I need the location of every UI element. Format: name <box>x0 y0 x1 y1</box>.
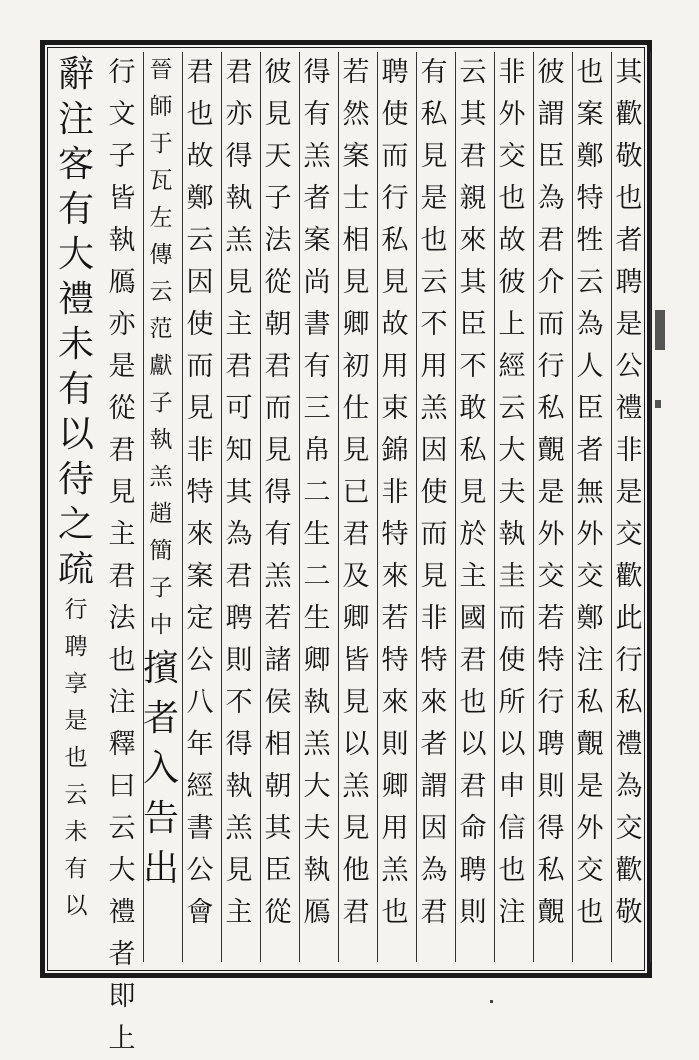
column-text-tail: 注 釋 曰 云 大 禮 者 即 上 <box>108 687 136 1054</box>
column-text: 也 案 鄭 特 牲 云 為 人 臣 者 無 外 交 鄭 注 私 覿 是 外 交 也 <box>576 57 604 928</box>
page-speck <box>490 1000 493 1003</box>
column-text: 晉 師 于 瓦 左 傳 云 范 獻 子 執 羔 趙 簡 子 中 <box>149 57 173 638</box>
text-column-1 <box>611 52 647 962</box>
text-column-7 <box>377 52 413 962</box>
text-column-5 <box>455 52 491 962</box>
text-column-15 <box>54 52 98 962</box>
column-text: 若 然 案 士 相 見 卿 初 仕 見 已 君 及 卿 皆 見 以 羔 見 他 君 <box>342 57 370 928</box>
margin-mark <box>655 400 661 408</box>
text-column-2 <box>572 52 608 962</box>
column-text: 云 其 君 親 來 其 臣 不 敢 私 見 於 主 國 君 也 以 君 命 聘 則 <box>459 57 487 928</box>
text-column-4 <box>494 52 530 962</box>
text-column-6 <box>416 52 452 962</box>
margin-mark <box>655 310 665 350</box>
column-text: 君 也 故 鄭 云 因 使 而 見 非 特 來 案 定 公 八 年 經 書 公 會 <box>186 57 214 928</box>
column-text: 聘 使 而 行 私 見 故 用 束 錦 非 特 來 若 特 來 則 卿 用 羔 也 <box>381 57 409 928</box>
column-text: 得 有 羔 者 案 尚 書 有 三 帛 二 生 二 生 卿 執 羔 大 夫 執 鴈 <box>303 57 331 928</box>
text-column-10 <box>260 52 296 962</box>
text-column-9 <box>299 52 335 962</box>
text-column-3 <box>533 52 569 962</box>
column-text: 君 亦 得 執 羔 見 主 君 可 知 其 為 君 聘 則 不 得 執 羔 見 主 <box>225 57 253 928</box>
column-text-large: 辭 注 客 有 大 禮 未 有 以 待 之 疏 <box>57 54 94 590</box>
text-column-12 <box>182 52 218 962</box>
column-text: 非 外 交 也 故 彼 上 經 云 大 夫 執 圭 而 使 所 以 申 信 也 注 <box>498 57 526 928</box>
column-text: 其 歡 敬 也 者 聘 是 公 禮 非 是 交 歡 此 行 私 禮 為 交 歡 敬 <box>615 57 643 928</box>
text-column-11 <box>221 52 257 962</box>
column-text: 有 私 見 是 也 云 不 用 羔 因 使 而 見 非 特 來 者 謂 因 為 君 <box>420 57 448 928</box>
column-text-tail: 行 聘 享 是 也 云 未 有 以 <box>64 597 88 919</box>
column-text: 彼 謂 臣 為 君 介 而 行 私 覿 是 外 交 若 特 行 聘 則 得 私 覿 <box>537 57 565 928</box>
text-column-14 <box>104 52 140 1054</box>
text-column-13 <box>143 52 179 962</box>
text-column-8 <box>338 52 374 962</box>
column-text: 行 文 子 皆 執 鴈 亦 是 從 君 見 主 君 法 也 <box>108 57 136 676</box>
column-text: 彼 見 天 子 法 從 朝 君 而 見 得 有 羔 若 諸 侯 相 朝 其 臣 從 <box>264 57 292 928</box>
column-text-large: 擯 者 入 告 出 <box>142 648 179 889</box>
